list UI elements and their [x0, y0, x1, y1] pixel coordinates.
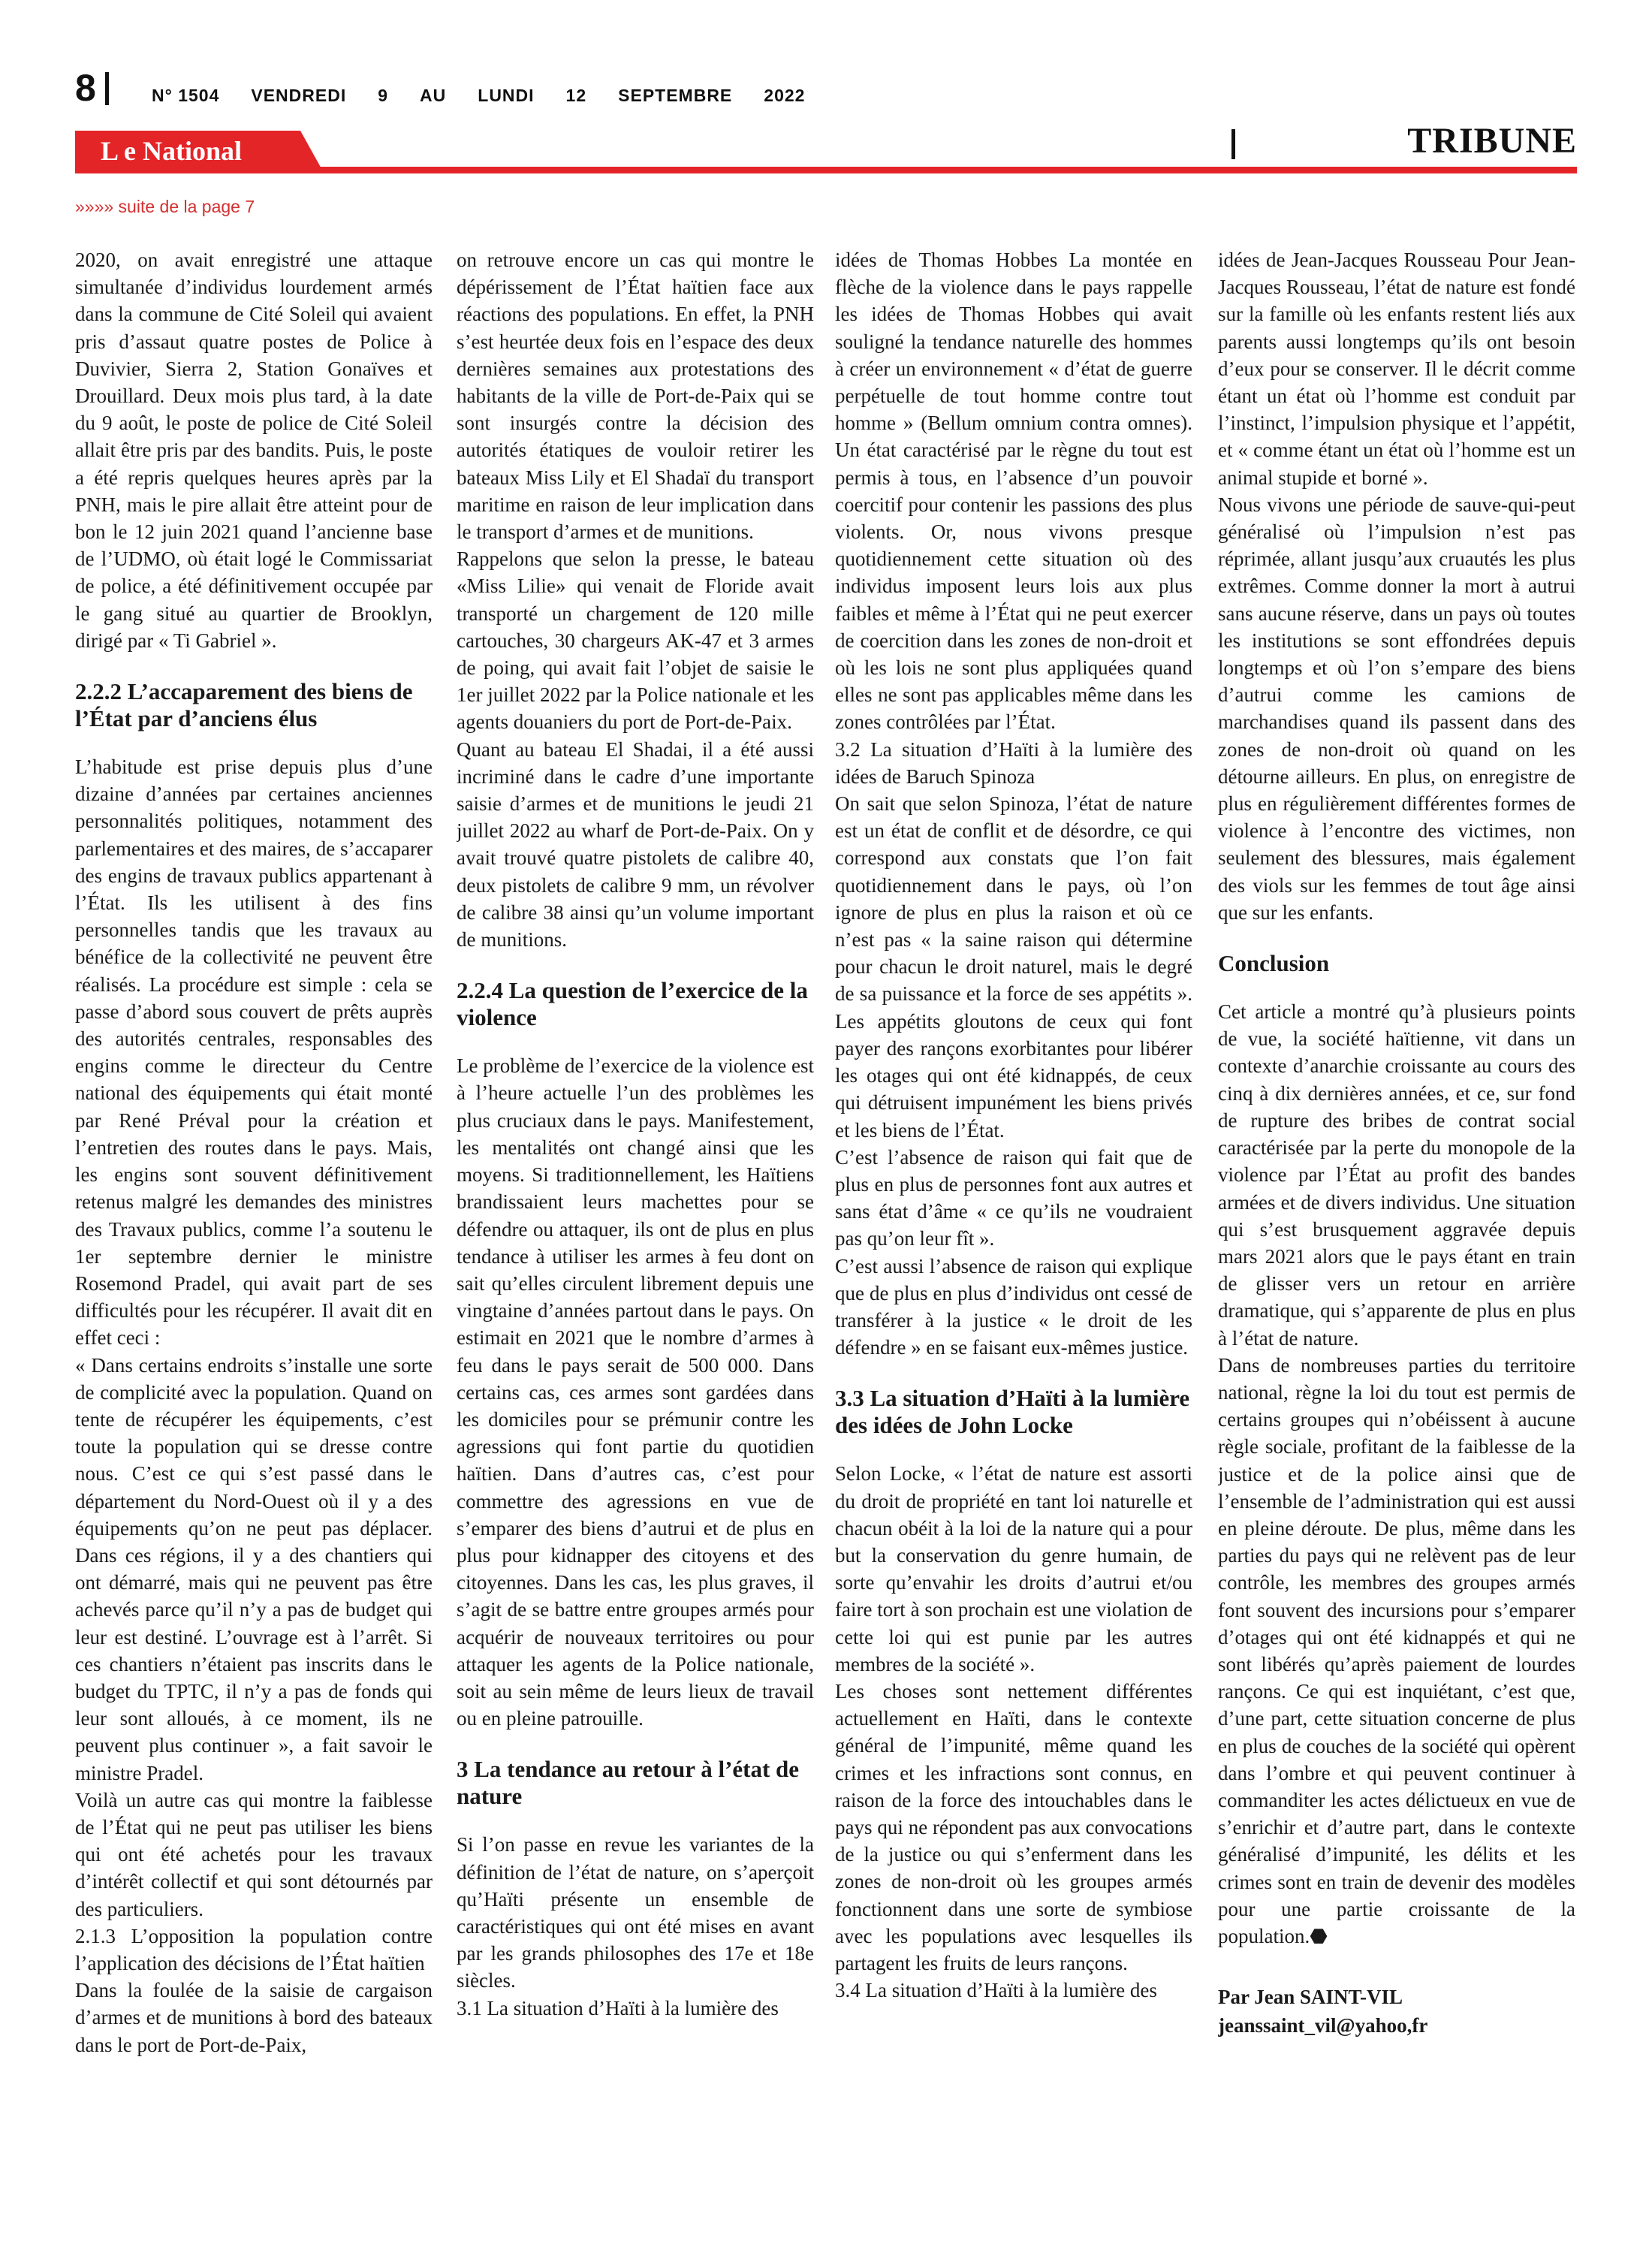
article-paragraph: Selon Locke, « l’état de nature est assorti du droit de propriété en tant loi naturelle et chacun obéit à la loi de la nature qui a pour but la conservation du genre humain, de sorte qu’envahir les droits d’autrui et/ou faire tort à son prochain est une violation de cette loi qui est punie par les autres membres de la société ». [835, 1462, 1192, 1675]
date-part: 2022 [764, 86, 806, 105]
article-paragraph: C’est l’absence de raison qui fait que de plus en plus de personnes font aux autres et sans état d’âme « ce qu’ils ne voudraient pas qu’on leur fît ». [835, 1145, 1192, 1250]
date-part: VENDREDI [251, 86, 347, 105]
date-part: SEPTEMBRE [618, 86, 733, 105]
page-number: 8 [75, 67, 96, 109]
article-paragraph: Quant au bateau El Shadai, il a été aussi incriminé dans le cadre d’une importante saisie d’armes et de munitions le jeudi 21 juillet 2022 au wharf de Port-de-Paix. On y avait trouvé quatre pistolets de calibre 40, deux pistolets de calibre 9 mm, un révolver de calibre 38 ainsi qu’un volume important de munitions. [457, 737, 814, 952]
section-heading: 3 La tendance au retour à l’état de nature [457, 1756, 800, 1810]
section-heading: 2.2.2 L’accaparement des biens de l’État par d’anciens élus [75, 678, 413, 732]
date-part: LUNDI [478, 86, 535, 105]
date-part: AU [420, 86, 447, 105]
article-paragraph: On sait que selon Spinoza, l’état de nature est un état de conflit et de désordre, ce qui correspond aux constats que l’on fait quotidiennement dans le pays, où l’on ignore de plus en plus la raison et où ce n’est pas « la saine raison qui détermine pour chacun le droit naturel, mais le degré de sa puissance et la force de ses appétits ». Les appétits gloutons de ceux qui font payer des rançons exorbitantes pour libérer les otages qui ont été kidnappés, de ceux qui détruisent impunément les biens privés et les biens de l’État. [835, 792, 1192, 1142]
date-part: 12 [565, 86, 587, 105]
author-email: jeanssaint_vil@yahoo,fr [1218, 2014, 1428, 2037]
article-paragraph: L’habitude est prise depuis plus d’une dizaine d’années par certaines anciennes personnalités politiques, notamment des parlementaires et des maires, de s’accaparer des engins de travaux publics appartenant à l’État. Ils les utilisent à des fins personnelles tandis que les travaux au bénéfice de la collectivité ne peuvent être réalisés. La procédure est simple : cela se passe d’abord sous couvert de prêts auprès des autorités centrales, responsables des engins comme le directeur du Centre national des équipements qui était monté par René Préval pour la création et l’entretien des routes dans le pays. Mais, les engins sont souvent définitivement retenus malgré les demandes des ministres des Travaux publics, comme l’a soutenu le 1er septembre dernier le ministre Rosemond Pradel, qui avait part de ses difficultés pour les récupérer. Il avait dit en effet ceci : [75, 756, 433, 1350]
article-paragraph: Si l’on passe en revue les variantes de la définition de l’état de nature, on s’aperçoit qu’Haïti présente un ensemble de caractéristiques qui ont été mises en avant par les grands philosophes des 17e et 18e siècles. [457, 1833, 814, 1992]
article-paragraph: 3.1 La situation d’Haïti à la lumière des [457, 1996, 779, 2019]
byline [1218, 1983, 1575, 2040]
article-paragraph: idées de Jean-Jacques Rousseau Pour Jean-Jacques Rousseau, l’état de nature est fondé sur la famille où les enfants restent liés aux parents aussi longtemps qu’ils ont besoin d’eux pour se conserver. Il le décrit comme étant un état où l’homme est conduit par l’instinct, l’impulsion physique et l’appétit, et « comme étant un état où l’homme est un animal stupide et borné ». [1218, 249, 1575, 489]
section-divider [1231, 129, 1235, 159]
continuation-note: »»»» suite de la page 7 [75, 197, 255, 216]
article-paragraph: 3.2 La situation d’Haïti à la lumière des idées de Baruch Spinoza [835, 737, 1192, 788]
article-column-4 [1218, 246, 1575, 2229]
article-paragraph: Nous vivons une période de sauve-qui-peut généralisé où l’impulsion n’est pas réprimée, allant jusqu’aux cruautés les plus extrêmes. Comme donner la mort à autrui sans aucune réserve, dans un pays où toutes les institutions se sont effondrées depuis longtemps et où l’on s’empare des biens d’autrui comme les camions de marchandises quand ils passent dans des zones de non-droit où quand on les détourne ailleurs. En plus, on enregistre de plus en régulièrement différentes formes de violence à l’encontre des victimes, non seulement des blessures, mais également des viols sur les femmes de tout âge ainsi que sur les enfants. [1218, 493, 1575, 924]
article-paragraph: idées de Thomas Hobbes La montée en flèche de la violence dans le pays rappelle les idées de Thomas Hobbes qui avait souligné la tendance naturelle des hommes à créer un environnement « d’état de guerre perpétuelle de tout homme contre tout homme » (Bellum omnium contra omnes). Un état caractérisé par le règne du tout est permis à tous, en l’absence d’un pouvoir coercitif pour contenir les passions des plus violents. Or, nous vivons presque quotidiennement cette situation où des individus imposent leurs lois aux plus faibles et même à l’État qui ne peut exercer de coercition dans les zones de non-droit et où les lois ne sont plus appliquées quand elles ne sont pas applicables même dans les zones contrôlées par l’État. [835, 249, 1192, 734]
article-paragraph: Le problème de l’exercice de la violence est à l’heure actuelle l’un des problèmes les plus cruciaux dans le pays. Manifestement, les mentalités ont changé ainsi que les moyens. Si traditionnellement, les Haïtiens brandissaient leurs machettes pour se défendre ou attaquer, ils ont de plus en plus tendance à utiliser les armes à feu dont on sait qu’elles circulent librement depuis une vingtaine d’années partout dans le pays. On estimait en 2021 que le nombre d’armes à feu dans le pays serait de 500 000. Dans certains cas, ces armes sont gardées dans les domiciles pour se prémunir contre les agressions qui font partie du quotidien haïtien. Dans d’autres cas, c’est pour commettre des agressions en vue de s’emparer des biens d’autrui et de plus en plus pour kidnapper des citoyens et des citoyennes. Dans les cas, les plus graves, il s’agit de se battre entre groupes armés pour acquérir de nouveaux territoires ou pour attaquer les agents de la Police nationale, soit au sein même de leurs lieux de travail ou en pleine patrouille. [457, 1054, 814, 1730]
article-column-1 [75, 246, 433, 2229]
article-paragraph: 2.1.3 L’opposition la population contre l’application des décisions de l’État haïtien [75, 1924, 433, 1974]
article-column-3 [835, 246, 1192, 2229]
article-paragraph: Voilà un autre cas qui montre la faiblesse de l’État qui ne peut pas utiliser les biens qui ont été achetés pour les travaux d’intérêt collectif et qui sont détournés par des particuliers. [75, 1788, 433, 1920]
article-paragraph: Les choses sont nettement différentes actuellement en Haïti, dans le contexte général de l’impunité, même quand les crimes et les infractions sont connus, en raison de la force des intouchables dans le pays qui ne répondent pas aux convocations de la justice ou qui s’enferment dans les zones de non-droit où les groupes armés fonctionnent dans une sorte de symbiose avec les populations avec lesquelles ils partagent les fruits de leurs rançons. [835, 1679, 1192, 1974]
article-paragraph: Cet article a montré qu’à plusieurs points de vue, la société haïtienne, vit dans un contexte d’anarchie croissante au cours des cinq à dix dernières années, et ce, sur fond de rupture des bribes de contrat social caractérisée par la perte du monopole de la violence par l’État au profit des bandes armées et de divers individus. Une situation qui s’est brusquement aggravée depuis mars 2021 alors que le pays étant en train de glisser vers un retour en arrière dramatique, qui s’apparente de plus en plus à l’état de nature. [1218, 1000, 1575, 1350]
article-paragraph: 3.4 La situation d’Haïti à la lumière des [835, 1979, 1157, 2002]
article-paragraph: Rappelons que selon la presse, le bateau «Miss Lilie» qui venait de Floride avait transporté un chargement de 120 mille cartouches, 30 chargeurs AK-47 et 3 armes de poing, qui avait fait l’objet de saisie le 1er juillet 2022 par la Police nationale et les agents douaniers du port de Port-de-Paix. [457, 547, 814, 734]
header-rule [75, 167, 1577, 173]
article-paragraph: C’est aussi l’absence de raison qui explique que de plus en plus d’individus ont cessé de transférer à la justice « le droit de les défendre » en se faisant eux-mêmes justice. [835, 1254, 1192, 1359]
article-paragraph: Dans la foulée de la saisie de cargaison d’armes et de munitions à bord des bateaux dans le port de Port-de-Paix, [75, 1979, 433, 2056]
article-paragraph: 2020, on avait enregistré une attaque simultanée d’individus lourdement armés dans la commune de Cité Soleil qui avaient pris d’assaut quatre postes de Police à Duvivier, Sierra 2, Station Gonaïves et Drouillard. Deux mois plus tard, à la date du 9 août, le poste de police de Cité Soleil allait être pris par des bandits. Puis, le poste a été repris quelques heures après par la PNH, mais le pire allait être atteint pour de bon le 12 juin 2021 quand l’ancienne base de l’UDMO, où était logé le Commissariat de police, a été définitivement occupée par le gang situé au quartier de Brooklyn, dirigé par « Ti Gabriel ». [75, 249, 433, 652]
page-number-divider [105, 72, 109, 105]
section-heading: 2.2.4 La question de l’exercice de la violence [457, 977, 808, 1031]
article-paragraph: Dans de nombreuses parties du territoire national, règne la loi du tout est permis de certains groupes qui n’obéissent à aucune règle sociale, profitant de la faiblesse de la justice et de la police ainsi que de l’ensemble de l’administration qui est aussi en pleine déroute. De plus, même dans les parties du pays qui ne relèvent pas de leur contrôle, les membres des groupes armés font souvent des incursions pour s’emparer d’otages qui ont été kidnappés et qui ne sont libérés qu’après paiement de lourdes rançons. Ce qui est inquiétant, c’est que, d’une part, cette situation concerne de plus en plus de couches de la société qui opèrent dans l’ombre et qui peuvent continuer à commanditer les actes délictueux en vue de s’enrichir et d’autre part, dans le contexte généralisé d’impunité, les délits et les crimes sont en train de devenir des modèles pour une partie croissante de la population.⬣ [1218, 1353, 1575, 1947]
issue-number: N° 1504 [152, 86, 220, 105]
article-paragraph: « Dans certains endroits s’installe une sorte de complicité avec la population. Quand on tente de récupérer les équipements, c’est toute la population qui se dresse contre nous. C’est ce qui s’est passé dans le département du Nord-Ouest où il y a des équipements qu’on ne peut pas déplacer. Dans ces régions, il y a des chantiers qui ont démarré, mais qui ne peuvent pas être achevés parce qu’il n’y a pas de budget qui leur est destiné. L’ouvrage est à l’arrêt. Si ces chantiers n’étaient pas inscrits dans le budget du TPTC, il n’y a pas de fonds qui leur sont alloués, à ce moment, ils ne peuvent plus continuer », a fait savoir le ministre Pradel. [75, 1353, 433, 1784]
newspaper-logo: L e National [101, 136, 243, 166]
section-heading: 3.3 La situation d’Haïti à la lumière des idées de John Locke [835, 1385, 1190, 1439]
author-name: Par Jean SAINT-VIL [1218, 1986, 1403, 2009]
date-part: 9 [378, 86, 389, 105]
issue-info [152, 86, 837, 106]
section-heading: Conclusion [1218, 950, 1330, 977]
article-paragraph: on retrouve encore un cas qui montre le dépérissement de l’État haïtien face aux réactions des populations. En effet, la PNH s’est heurtée deux fois en l’espace des deux dernières semaines aux protestations des habitants de la ville de Port-de-Paix qui se sont insurgés contre la décision des autorités étatiques de vouloir retirer les bateaux Miss Lily et El Shadaï du transport maritime en raison de leur implication dans le transport d’armes et de munitions. [457, 249, 814, 544]
section-title: TRIBUNE [1407, 121, 1577, 161]
article-column-2 [457, 246, 814, 2229]
